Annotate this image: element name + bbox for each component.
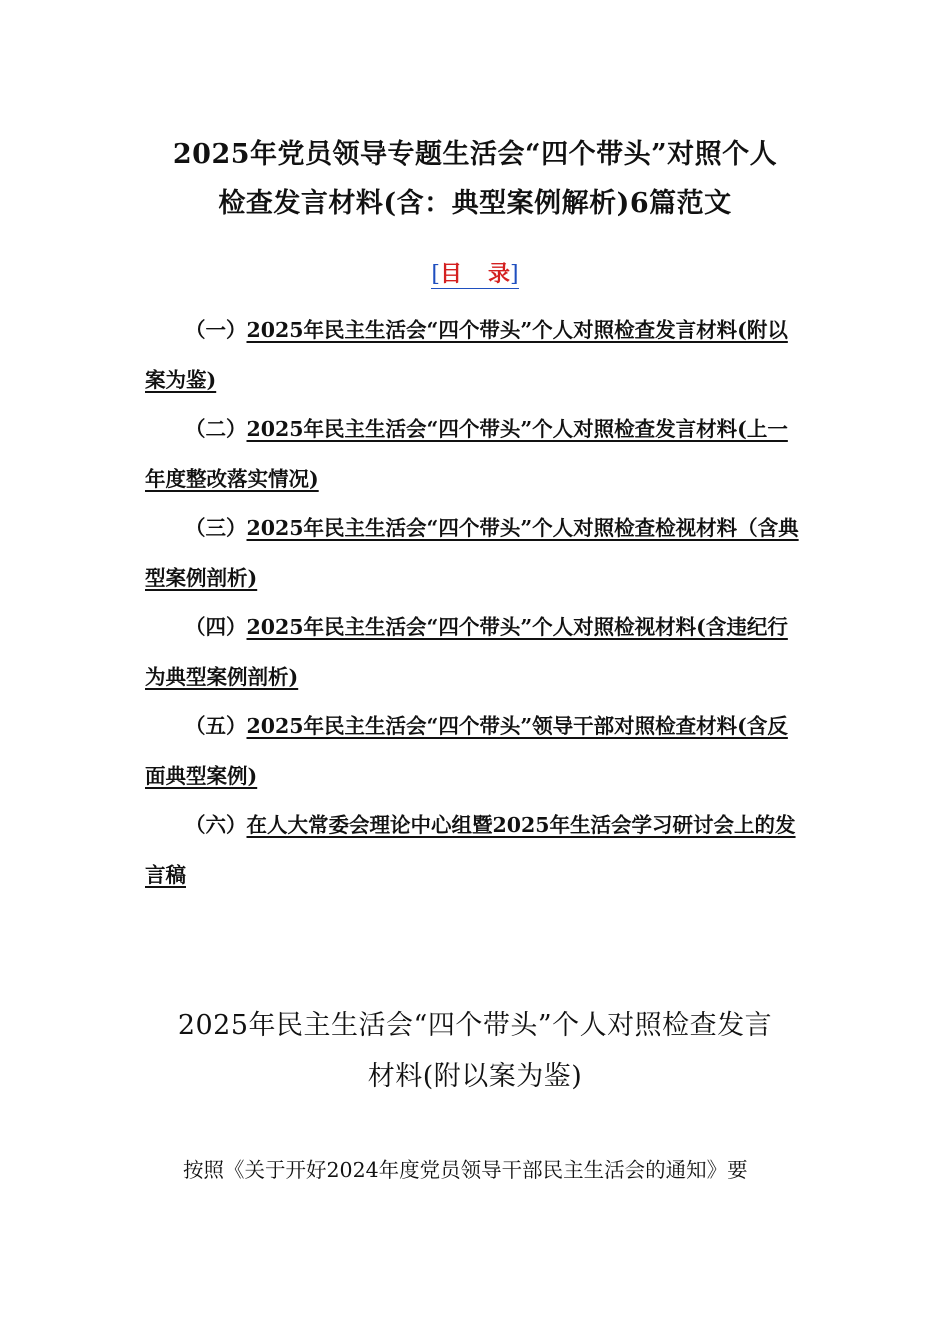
toc-item-number: （四） (185, 615, 247, 639)
toc-item-link[interactable]: 2025年民主生活会“四个带头”个人对照检查发言材料(附以案为鉴) (145, 318, 788, 392)
toc-item-number: （五） (185, 714, 247, 738)
toc-heading-word-2: 录 (488, 261, 511, 287)
toc-item-link[interactable]: 2025年民主生活会“四个带头”个人对照检查发言材料(上一年度整改落实情况) (145, 417, 788, 491)
section-title (120, 1000, 830, 1102)
toc-item-link[interactable]: 在人大常委会理论中心组暨2025年生活会学习研讨会上的发言稿 (145, 813, 796, 887)
section-title-line-1: 2025年民主生活会“四个带头”个人对照检查发言 (177, 1010, 773, 1041)
toc-item-number: （二） (185, 417, 247, 441)
toc-heading-underline (431, 262, 518, 289)
toc-item-3[interactable] (145, 504, 800, 603)
table-of-contents (145, 306, 800, 900)
toc-item-number: （一） (185, 318, 247, 342)
document-title-line-1: 2025年党员领导专题生活会“四个带头”对照个人 (172, 139, 778, 170)
toc-close-bracket: ] (510, 262, 519, 287)
toc-heading (0, 258, 950, 291)
toc-item-link[interactable]: 2025年民主生活会“四个带头”个人对照检查检视材料（含典型案例剖析) (145, 516, 799, 590)
toc-item-number: （六） (185, 813, 247, 837)
toc-item-4[interactable] (145, 603, 800, 702)
toc-item-2[interactable] (145, 405, 800, 504)
toc-item-link[interactable]: 2025年民主生活会“四个带头”个人对照检视材料(含违纪行为典型案例剖析) (145, 615, 788, 689)
toc-item-6[interactable] (145, 801, 800, 900)
toc-heading-word-1: 目 (439, 261, 462, 287)
toc-item-number: （三） (185, 516, 247, 540)
toc-item-link[interactable]: 2025年民主生活会“四个带头”领导干部对照检查材料(含反面典型案例) (145, 714, 788, 788)
section-title-line-2: 材料(附以案为鉴) (367, 1061, 583, 1092)
toc-item-5[interactable] (145, 702, 800, 801)
toc-open-bracket: [ (431, 262, 440, 287)
body-paragraph: 按照《关于开好2024年度党员领导干部民主生活会的通知》要 (183, 1158, 748, 1182)
document-title-line-2: 检查发言材料(含：典型案例解析)6篇范文 (218, 188, 732, 219)
document-title (120, 130, 830, 228)
toc-item-1[interactable] (145, 306, 800, 405)
